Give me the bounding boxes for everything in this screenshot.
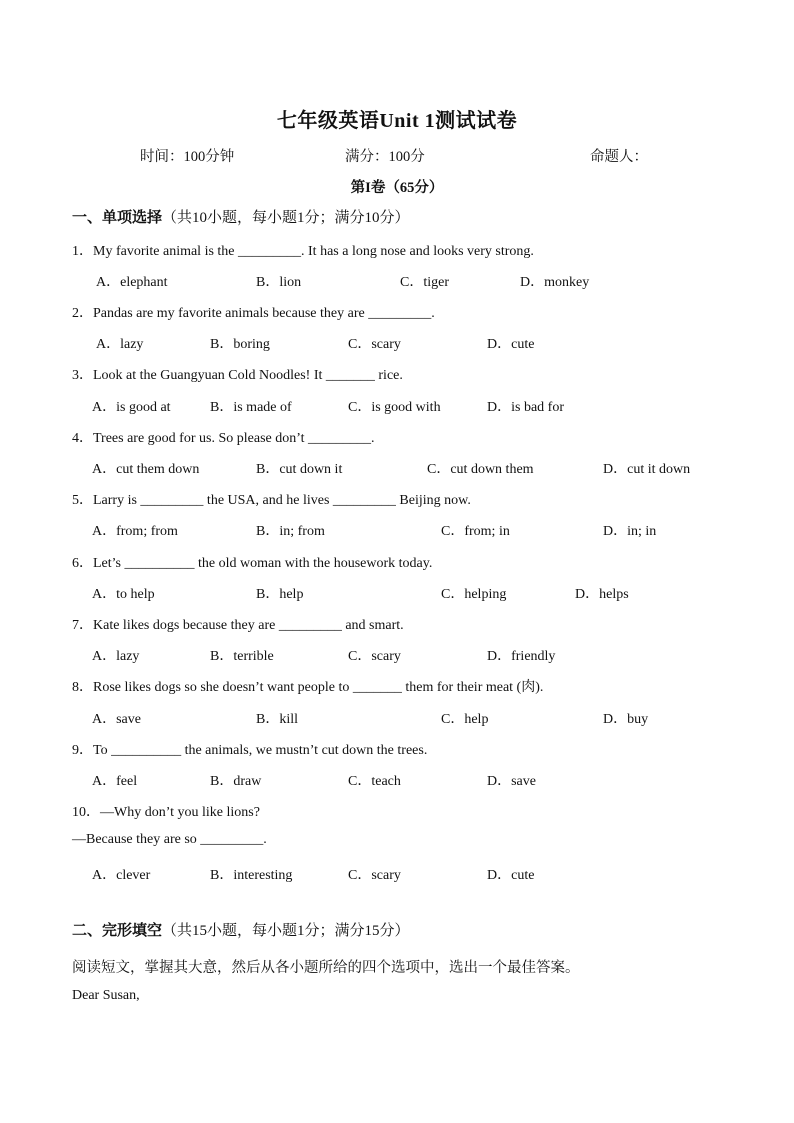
question-7-stem: 7．Kate likes dogs because they are _________ and smart. [72,618,404,633]
question-5-stem: 5．Larry is _________ the USA, and he lives _________ Beijing now. [72,493,471,508]
q1-option-d[interactable]: D．monkey [520,275,590,290]
question-4-stem: 4．Trees are good for us. So please don’t _________. [72,431,375,446]
q7-option-c[interactable]: C．scary [348,649,401,664]
question-10-stem: 10．—Why don’t you like lions? [72,805,260,820]
part1-heading-label: 一、单项选择 [72,210,163,226]
q6-option-a[interactable]: A．to help [92,587,155,602]
q1-option-a[interactable]: A．elephant [96,275,168,290]
question-1-stem: 1．My favorite animal is the _________. It has a long nose and looks very strong. [72,244,534,259]
q5-option-c[interactable]: C．from; in [441,524,510,539]
q3-option-d[interactable]: D．is bad for [487,400,564,415]
q8-option-d[interactable]: D．buy [603,712,649,727]
q5-option-b[interactable]: B．in; from [256,524,325,539]
question-3-stem: 3．Look at the Guangyuan Cold Noodles! It _______ rice. [72,368,403,383]
question-9-stem: 9．To __________ the animals, we mustn’t cut down the trees. [72,743,428,758]
part2-instruction: 阅读短文，掌握其大意，然后从各小题所给的四个选项中，选出一个最佳答案。 [72,960,580,976]
q3-option-b[interactable]: B．is made of [210,400,292,415]
q3-option-c[interactable]: C．is good with [348,400,441,415]
exam-full-score: 满分：100分 [345,149,425,165]
q6-option-b[interactable]: B．help [256,587,304,602]
q7-option-d[interactable]: D．friendly [487,649,556,664]
q6-option-c[interactable]: C．helping [441,587,507,602]
q9-option-a[interactable]: A．feel [92,774,138,789]
q3-option-a[interactable]: A．is good at [92,400,171,415]
q2-option-d[interactable]: D．cute [487,337,535,352]
part1-heading [72,206,410,227]
q8-option-c[interactable]: C．help [441,712,489,727]
exam-author: 命题人： [590,149,648,165]
question-8-stem: 8．Rose likes dogs so she doesn’t want people to _______ them for their meat (肉). [72,680,544,695]
q8-option-b[interactable]: B．kill [256,712,299,727]
part1-heading-detail: （共10小题，每小题1分；满分10分） [162,210,410,226]
q1-option-b[interactable]: B．lion [256,275,302,290]
q10-option-c[interactable]: C．scary [348,868,401,883]
exam-time: 时间：100分钟 [140,149,235,165]
q5-option-a[interactable]: A．from; from [92,524,178,539]
q4-option-a[interactable]: A．cut them down [92,462,200,477]
q10-option-a[interactable]: A．clever [92,868,151,883]
exam-title: 七年级英语Unit 1测试试卷 [276,110,518,132]
letter-salutation: Dear Susan, [72,988,140,1003]
part2-heading-label: 二、完形填空 [72,923,163,939]
q9-option-b[interactable]: B．draw [210,774,262,789]
question-2-stem: 2．Pandas are my favorite animals because they are _________. [72,306,435,321]
part2-heading [72,919,410,940]
q2-option-a[interactable]: A．lazy [96,337,144,352]
q9-option-d[interactable]: D．save [487,774,536,789]
q2-option-c[interactable]: C．scary [348,337,401,352]
q7-option-a[interactable]: A．lazy [92,649,140,664]
question-6-stem: 6．Let’s __________ the old woman with the housework today. [72,556,433,571]
q7-option-b[interactable]: B．terrible [210,649,274,664]
q4-option-b[interactable]: B．cut down it [256,462,343,477]
q9-option-c[interactable]: C．teach [348,774,401,789]
q6-option-d[interactable]: D．helps [575,587,629,602]
q10-option-d[interactable]: D．cute [487,868,535,883]
q4-option-c[interactable]: C．cut down them [427,462,534,477]
question-10-stem-reply: —Because they are so _________. [72,832,267,847]
part2-heading-detail: （共15小题，每小题1分；满分15分） [162,923,410,939]
q8-option-a[interactable]: A．save [92,712,141,727]
q10-option-b[interactable]: B．interesting [210,868,293,883]
q5-option-d[interactable]: D．in; in [603,524,657,539]
q4-option-d[interactable]: D．cut it down [603,462,691,477]
q1-option-c[interactable]: C．tiger [400,275,449,290]
q2-option-b[interactable]: B．boring [210,337,270,352]
volume-heading: 第I卷（65分） [350,180,444,196]
